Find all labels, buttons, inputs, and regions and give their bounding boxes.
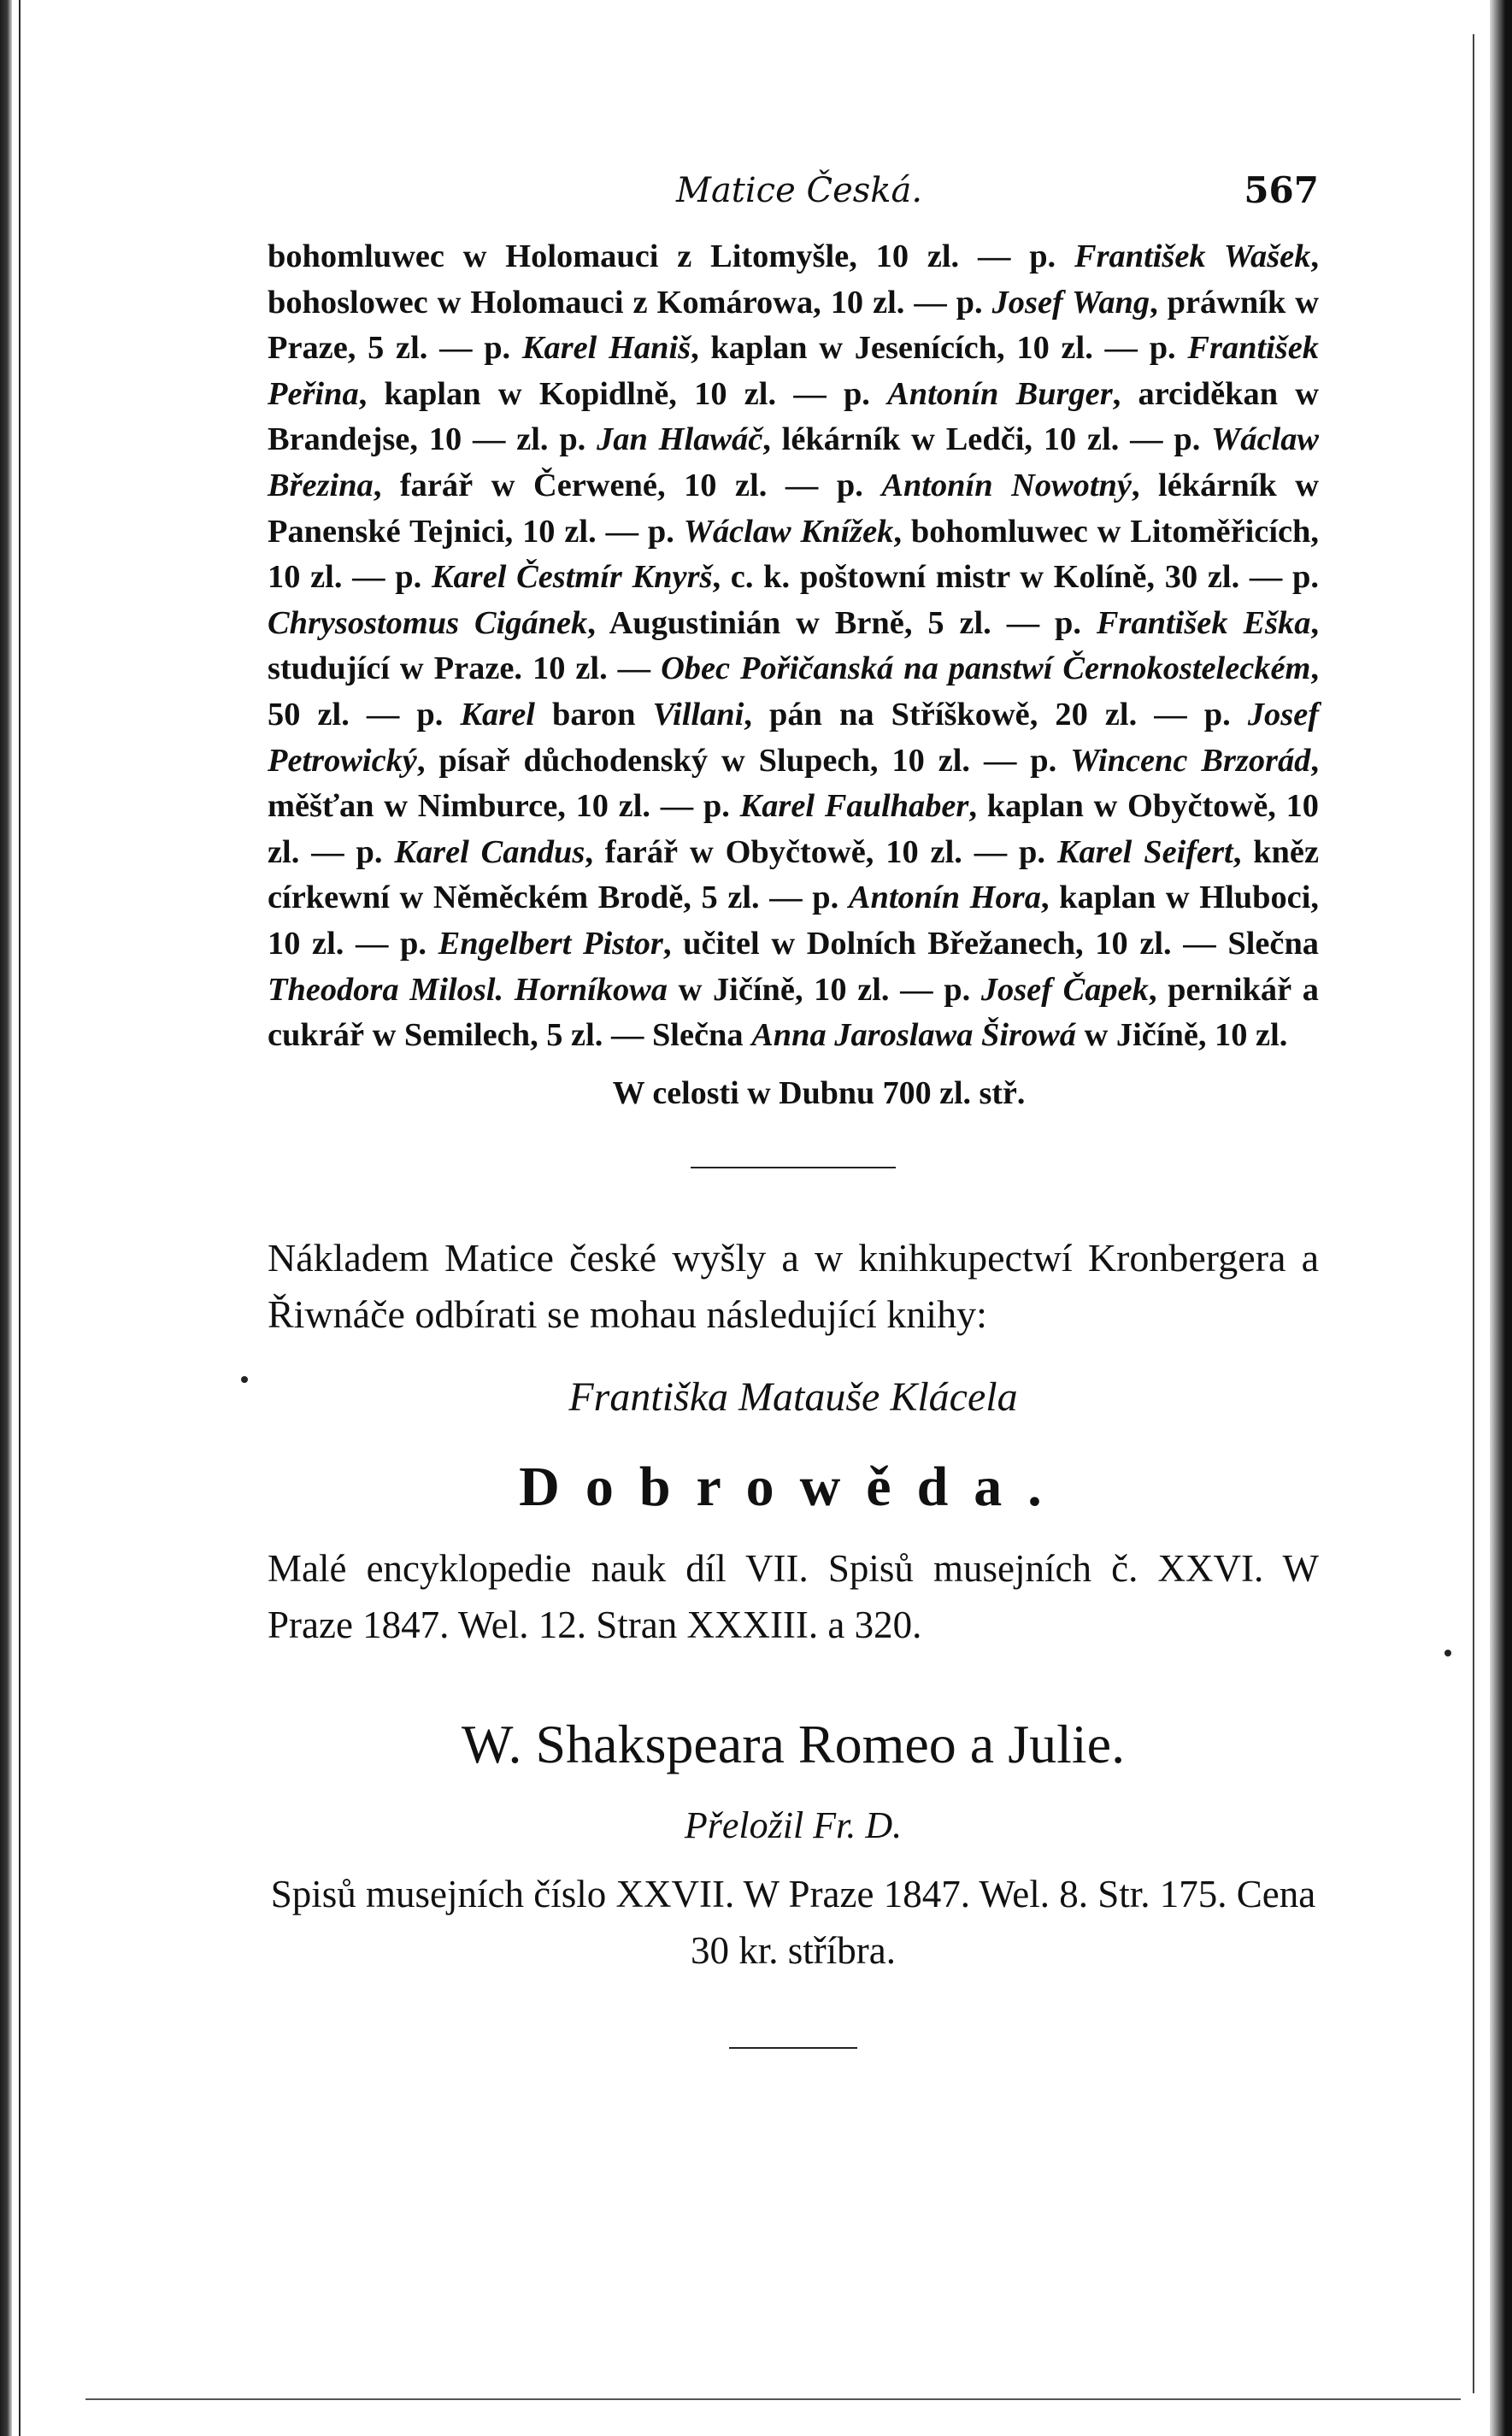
donor-name: Anna Jaroslawa Širowá bbox=[751, 1017, 1076, 1054]
donor-name: Karel Čestmír Knyrš bbox=[431, 559, 713, 596]
donor-name: Josef Petrowický bbox=[268, 696, 1320, 779]
donor-name: Jan Hlawáč bbox=[597, 421, 763, 458]
donor-text: w Jičíně, 10 zl. — p. bbox=[667, 971, 981, 1008]
book2-info: Spisů musejních číslo XXVII. W Praze 1847. Wel. 8. Str. 175. Cena 30 kr. stříbra. bbox=[270, 1872, 1316, 1972]
donor-name: František Peřina bbox=[268, 330, 1319, 412]
donor-text: , kaplan w Jesenících, 10 zl. — p. bbox=[691, 330, 1188, 367]
donor-text: , kaplan w Obyčtowě, 10 zl. — p. bbox=[268, 788, 1319, 870]
donor-text: , bohomluwec w Litoměřicích, 10 zl. — p. bbox=[268, 513, 1319, 596]
donor-text: , kněz církewní w Něměckém Brodě, 5 zl. — p. bbox=[268, 833, 1319, 916]
donor-name: Engelbert Pistor bbox=[438, 925, 663, 962]
donor-text: baron bbox=[534, 696, 653, 733]
scan-edge-bottom-line bbox=[85, 2398, 1461, 2400]
donor-name: Antonín Hora bbox=[848, 880, 1041, 916]
ink-spot bbox=[241, 1376, 248, 1383]
donor-name: Obec Pořičanská na panstwí Černokosteleckém bbox=[661, 650, 1311, 687]
total-line: W celosti w Dubnu 700 zl. stř. bbox=[612, 1074, 1026, 1111]
donor-text: , farář w Čerwené, 10 zl. — p. bbox=[373, 467, 882, 503]
book1-info: Malé encyklopedie nauk díl VII. Spisů musejních č. XXVI. W Praze 1847. Wel. 12. Stran XXXIII. a 320. bbox=[268, 1546, 1319, 1646]
donor-name: Antonín Burger bbox=[887, 375, 1113, 412]
donor-text: , arciděkan w Brandejse, 10 — zl. p. bbox=[268, 375, 1320, 458]
scan-edge-right-line bbox=[1473, 34, 1474, 2393]
book1-title: Dobrowěda. bbox=[519, 1455, 1068, 1518]
donor-text: , písař důchodenský w Slupech, 10 zl. — p. bbox=[416, 742, 1071, 779]
donor-name: Karel Seifert bbox=[1056, 833, 1233, 870]
donor-text: , učitel w Dolních Břežanech, 10 zl. — Slečna bbox=[662, 925, 1319, 962]
donor-name: Karel Faulhaber bbox=[739, 788, 969, 825]
donor-name: Wáclaw Březina bbox=[268, 421, 1320, 503]
donor-name: Josef Čapek bbox=[980, 971, 1149, 1008]
book1-author: Františka Matauše Klácela bbox=[568, 1374, 1018, 1420]
donor-list bbox=[268, 234, 1319, 1059]
donor-name: František Wašek bbox=[1074, 238, 1311, 274]
donor-text: , bohoslowec w Holomauci z Komárowa, 10 zl. — p. bbox=[268, 238, 1320, 321]
donor-text: , studující w Praze. 10 zl. — bbox=[268, 604, 1319, 687]
scan-edge-right bbox=[1490, 0, 1512, 2436]
donor-name: Chrysostomus Cigánek bbox=[268, 604, 588, 641]
donor-name: Theodora Milosl. Horníkowa bbox=[268, 971, 668, 1008]
donor-text: , 50 zl. — p. bbox=[268, 650, 1319, 733]
section-rule bbox=[691, 1167, 896, 1168]
donor-name: František Eška bbox=[1096, 604, 1311, 641]
donor-text: , farář w Obyčtowě, 10 zl. — p. bbox=[585, 833, 1057, 870]
donor-name: Karel Candus bbox=[394, 833, 585, 870]
end-rule bbox=[729, 2047, 857, 2049]
donor-text: , c. k. poštowní mistr w Kolíně, 30 zl. — p. bbox=[712, 559, 1319, 596]
donor-text: bohomluwec w Holomauci z Litomyšle, 10 zl. — p. bbox=[268, 238, 1074, 274]
donor-name: Wáclaw Knížek bbox=[683, 513, 894, 550]
donor-name: Karel Haniš bbox=[521, 330, 691, 367]
donor-text: , měšťan w Nimburce, 10 zl. — p. bbox=[268, 742, 1319, 825]
donor-text: , kaplan w Hluboci, 10 zl. — p. bbox=[268, 880, 1319, 962]
book2-title: W. Shakspeara Romeo a Julie. bbox=[461, 1713, 1126, 1774]
advertisement-intro: Nákladem Matice české wyšly a w knihkupectwí Kronbergera a Řiwnáče odbírati se mohau následující knihy: bbox=[268, 1235, 1319, 1336]
donor-text: , Augustinián w Brně, 5 zl. — p. bbox=[587, 604, 1097, 641]
book2-translator: Přeložil Fr. D. bbox=[684, 1803, 903, 1846]
page-number: 567 bbox=[1244, 169, 1319, 211]
donor-name: Wincenc Brzorád bbox=[1070, 742, 1311, 779]
donor-text: , pernikář a cukrář w Semilech, 5 zl. — Slečna bbox=[268, 971, 1320, 1054]
donor-name: Villani bbox=[652, 696, 744, 733]
donor-text: , lékárník w Panenské Tejnici, 10 zl. — p. bbox=[268, 467, 1319, 550]
donor-text: , práwník w Praze, 5 zl. — p. bbox=[268, 284, 1319, 367]
donor-name: Josef Wang bbox=[991, 284, 1150, 321]
scan-edge-left-line bbox=[19, 0, 21, 2436]
donor-text: , lékárník w Ledči, 10 zl. — p. bbox=[762, 421, 1212, 458]
scan-edge-left bbox=[0, 0, 12, 2436]
donor-text: , pán na Stříškowě, 20 zl. — p. bbox=[744, 696, 1248, 733]
donor-name: Karel bbox=[460, 696, 535, 733]
donor-name: Antonín Nowotný bbox=[881, 467, 1132, 503]
page-header bbox=[268, 162, 1319, 231]
running-title: Matice Česká. bbox=[676, 171, 923, 210]
book-page bbox=[268, 162, 1319, 2049]
donor-text: , kaplan w Kopidlně, 10 zl. — p. bbox=[358, 375, 888, 412]
ink-spot bbox=[1444, 1650, 1451, 1656]
donor-text: w Jičíně, 10 zl. bbox=[1075, 1017, 1288, 1054]
